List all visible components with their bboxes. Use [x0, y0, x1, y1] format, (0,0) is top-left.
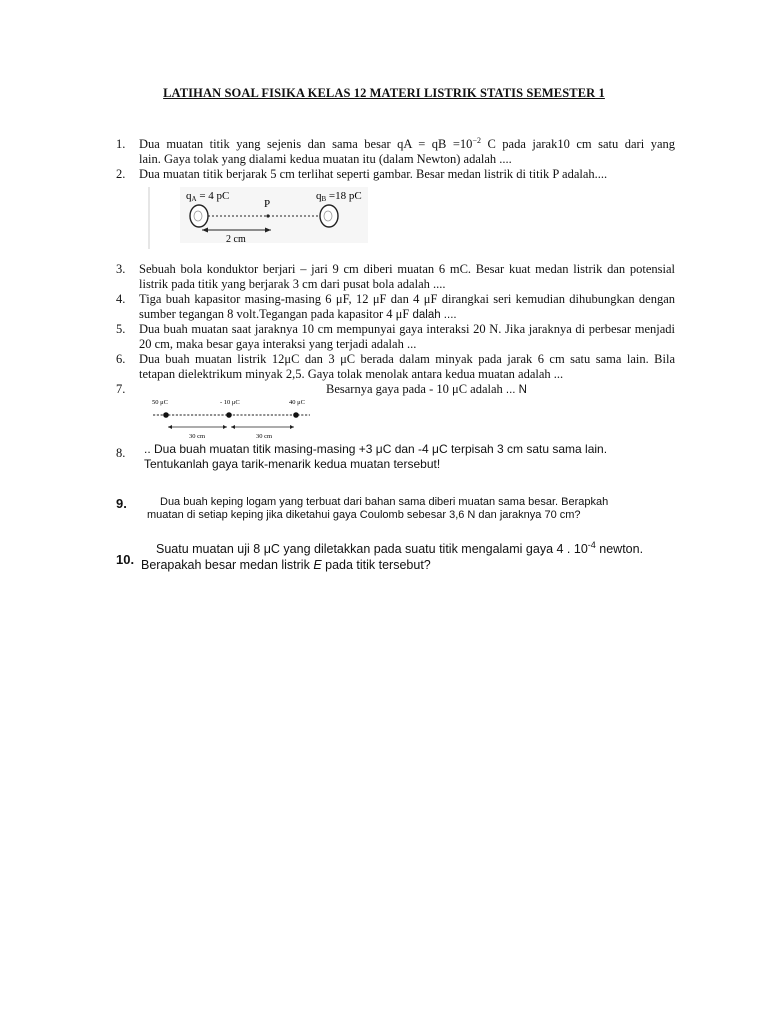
- question-number: 4.: [116, 292, 126, 306]
- question-1-line-1: Dua muatan titik yang sejenis dan sama besar qA = qB $=10^{-2}$ C pada jarak10 cm satu dari yang: [139, 136, 675, 151]
- question-2-text: Dua muatan titik berjarak 5 cm terlihat seperti gambar. Besar medan listrik di titik P adalah....: [139, 167, 608, 181]
- question-number: 7.: [116, 382, 126, 396]
- distance-label: 2 cm: [226, 234, 246, 245]
- question-10-line-2: Berapakah besar medan listrik E pada titik tersebut?: [141, 558, 431, 572]
- figure-two-charges: [146, 183, 368, 253]
- question-5-text: Dua buah muatan saat jaraknya 10 cm mempunyai gaya interaksi 20 N. Jika jaraknya di perbesar menjadi 20 cm, maka besar gaya interaksi yang terjadi adalah ...: [139, 322, 675, 351]
- point-p: [266, 214, 269, 217]
- charge-mid-dot: [226, 412, 232, 418]
- question-number: 8.: [116, 446, 126, 460]
- charge-mid-label: - 10 μC: [220, 399, 240, 406]
- question-8-line-1: .. Dua buah muatan titik masing-masing +3 μC dan -4 μC terpisah 3 cm satu sama lain.: [144, 442, 608, 456]
- question-8-line-2: Tentukanlah gaya tarik-menarik kedua muatan tersebut!: [144, 457, 441, 471]
- question-number: 1.: [116, 137, 126, 151]
- qa-label: qA = 4 pC: [186, 190, 230, 203]
- question-number: 2.: [116, 167, 126, 181]
- question-number: 5.: [116, 322, 126, 336]
- charge-right-dot: [293, 412, 299, 418]
- question-number: 10.: [116, 552, 135, 567]
- charge-left-dot: [163, 412, 169, 418]
- question-7-text: Besarnya gaya pada - 10 μC adalah ... N: [326, 382, 527, 396]
- question-9-line-2: muatan di setiap keping jika diketahui gaya Coulomb sebesar 3,6 N dan jaraknya 70 cm?: [147, 509, 581, 521]
- qb-label: qB =18 pC: [316, 190, 362, 203]
- question-number: 9.: [116, 496, 127, 511]
- figure-three-charges: [146, 396, 316, 442]
- question-3-text: Sebuah bola konduktor berjari – jari 9 cm diberi muatan 6 mC. Besar kuat medan listrik dan potensial listrik pada titik yang berjarak 3 cm dari pusat bola adalah ....: [139, 262, 675, 291]
- charge-qb: [320, 205, 338, 227]
- charge-qa: [190, 205, 208, 227]
- question-4-text: Tiga buah kapasitor masing-masing 6 μF, 12 μF dan 4 μF dirangkai seri kemudian dihubungkan dengan sumber tegangan 8 volt.Tegangan pada kapasitor 4 μF dalah ....: [139, 292, 675, 321]
- distance-arrow-right: [231, 425, 294, 429]
- question-9-line-1: Dua buah keping logam yang terbuat dari bahan sama diberi muatan sama besar. Berapkah: [160, 496, 609, 508]
- p-label: P: [264, 198, 271, 210]
- distance-left-label: 30 cm: [189, 433, 206, 440]
- distance-arrow-left: [168, 425, 227, 429]
- question-6-line-2: tetapan dielektrikum minyak 2,5. Gaya tolak menolak antara kedua muatan adalah ...: [139, 367, 564, 381]
- page-title: LATIHAN SOAL FISIKA KELAS 12 MATERI LISTRIK STATIS SEMESTER 1: [163, 86, 605, 100]
- question-10-line-1: Suatu muatan uji 8 μC yang diletakkan pada suatu titik mengalami gaya 4 . $10^{-4}$ newton.: [156, 540, 644, 556]
- charge-left-label: 50 μC: [152, 399, 168, 406]
- question-number: 3.: [116, 262, 126, 276]
- question-6-line-1: Dua buah muatan listrik 12μC dan 3 μC berada dalam minyak pada jarak 6 cm satu sama lain. Bila: [139, 352, 675, 366]
- question-number: 6.: [116, 352, 126, 366]
- charge-right-label: 40 μC: [289, 399, 305, 406]
- distance-right-label: 30 cm: [256, 433, 273, 440]
- question-1-line-2: lain. Gaya tolak yang dialami kedua muatan itu (dalam Newton) adalah ....: [139, 152, 512, 166]
